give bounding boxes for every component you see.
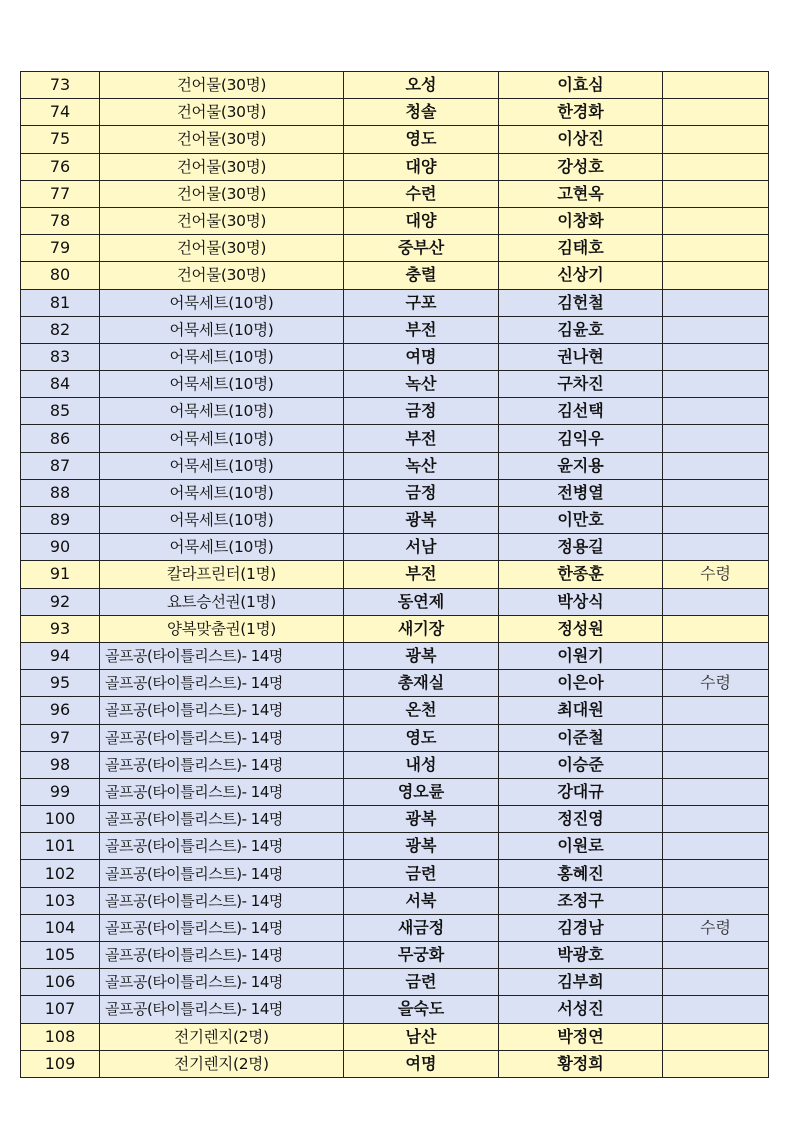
note-cell: [663, 534, 769, 561]
prize-cell: 어묵세트(10명): [100, 343, 344, 370]
prize-cell: 어묵세트(10명): [100, 425, 344, 452]
prize-cell: 어묵세트(10명): [100, 534, 344, 561]
note-cell: [663, 479, 769, 506]
winner-name-cell: 박광호: [499, 942, 663, 969]
prize-cell: 골프공(타이틀리스트)- 14명: [100, 887, 344, 914]
row-number: 108: [21, 1023, 100, 1050]
branch-cell: 서북: [344, 887, 499, 914]
winners-table: [20, 71, 769, 1078]
branch-cell: 을숙도: [344, 996, 499, 1023]
table-row: [21, 670, 769, 697]
prize-cell: 건어물(30명): [100, 153, 344, 180]
branch-cell: 새금정: [344, 914, 499, 941]
prize-cell: 골프공(타이틀리스트)- 14명: [100, 833, 344, 860]
note-cell: [663, 507, 769, 534]
branch-cell: 구포: [344, 289, 499, 316]
row-number: 86: [21, 425, 100, 452]
note-cell: [663, 153, 769, 180]
winner-name-cell: 권나현: [499, 343, 663, 370]
prize-cell: 건어물(30명): [100, 72, 344, 99]
prize-cell: 골프공(타이틀리스트)- 14명: [100, 670, 344, 697]
table-row: [21, 615, 769, 642]
row-number: 100: [21, 806, 100, 833]
row-number: 102: [21, 860, 100, 887]
winner-name-cell: 서성진: [499, 996, 663, 1023]
winner-name-cell: 이승준: [499, 751, 663, 778]
row-number: 88: [21, 479, 100, 506]
row-number: 81: [21, 289, 100, 316]
note-cell: [663, 343, 769, 370]
table-row: [21, 398, 769, 425]
winner-name-cell: 이준철: [499, 724, 663, 751]
note-cell: [663, 615, 769, 642]
row-number: 109: [21, 1050, 100, 1077]
table-row: [21, 452, 769, 479]
branch-cell: 여명: [344, 343, 499, 370]
note-cell: [663, 1050, 769, 1077]
branch-cell: 남산: [344, 1023, 499, 1050]
row-number: 85: [21, 398, 100, 425]
winner-name-cell: 정진영: [499, 806, 663, 833]
winner-name-cell: 조정구: [499, 887, 663, 914]
winner-name-cell: 김부희: [499, 969, 663, 996]
winner-name-cell: 신상기: [499, 262, 663, 289]
row-number: 80: [21, 262, 100, 289]
row-number: 78: [21, 207, 100, 234]
prize-cell: 어묵세트(10명): [100, 507, 344, 534]
note-cell: 수령: [663, 670, 769, 697]
row-number: 93: [21, 615, 100, 642]
table-row: [21, 262, 769, 289]
branch-cell: 오성: [344, 72, 499, 99]
winner-name-cell: 김선택: [499, 398, 663, 425]
winner-name-cell: 이은아: [499, 670, 663, 697]
row-number: 92: [21, 588, 100, 615]
branch-cell: 금련: [344, 969, 499, 996]
row-number: 89: [21, 507, 100, 534]
note-cell: [663, 452, 769, 479]
note-cell: [663, 942, 769, 969]
prize-cell: 건어물(30명): [100, 262, 344, 289]
note-cell: [663, 1023, 769, 1050]
branch-cell: 수련: [344, 180, 499, 207]
note-cell: [663, 642, 769, 669]
table-row: [21, 534, 769, 561]
note-cell: [663, 806, 769, 833]
table-row: [21, 561, 769, 588]
row-number: 98: [21, 751, 100, 778]
note-cell: [663, 425, 769, 452]
branch-cell: 대양: [344, 153, 499, 180]
note-cell: [663, 588, 769, 615]
row-number: 94: [21, 642, 100, 669]
prize-cell: 어묵세트(10명): [100, 289, 344, 316]
row-number: 83: [21, 343, 100, 370]
winner-name-cell: 박상식: [499, 588, 663, 615]
table-row: [21, 479, 769, 506]
note-cell: [663, 996, 769, 1023]
table-row: [21, 833, 769, 860]
table-row: [21, 207, 769, 234]
row-number: 101: [21, 833, 100, 860]
prize-cell: 건어물(30명): [100, 99, 344, 126]
table-row: [21, 99, 769, 126]
prize-cell: 골프공(타이틀리스트)- 14명: [100, 697, 344, 724]
row-number: 106: [21, 969, 100, 996]
table-row: [21, 126, 769, 153]
table-row: [21, 942, 769, 969]
prize-cell: 골프공(타이틀리스트)- 14명: [100, 969, 344, 996]
branch-cell: 영오륜: [344, 778, 499, 805]
prize-cell: 양복맞춤권(1명): [100, 615, 344, 642]
prize-cell: 어묵세트(10명): [100, 316, 344, 343]
row-number: 103: [21, 887, 100, 914]
branch-cell: 영도: [344, 126, 499, 153]
note-cell: [663, 262, 769, 289]
row-number: 79: [21, 235, 100, 262]
table-row: [21, 887, 769, 914]
winner-name-cell: 김경남: [499, 914, 663, 941]
prize-cell: 전기렌지(2명): [100, 1023, 344, 1050]
winner-name-cell: 윤지용: [499, 452, 663, 479]
winner-name-cell: 홍혜진: [499, 860, 663, 887]
winner-name-cell: 이효심: [499, 72, 663, 99]
note-cell: [663, 887, 769, 914]
branch-cell: 중부산: [344, 235, 499, 262]
winner-name-cell: 정용길: [499, 534, 663, 561]
table-row: [21, 588, 769, 615]
branch-cell: 광복: [344, 642, 499, 669]
branch-cell: 금정: [344, 479, 499, 506]
prize-cell: 골프공(타이틀리스트)- 14명: [100, 724, 344, 751]
prize-cell: 어묵세트(10명): [100, 371, 344, 398]
table-row: [21, 1050, 769, 1077]
table-row: [21, 724, 769, 751]
prize-cell: 골프공(타이틀리스트)- 14명: [100, 751, 344, 778]
row-number: 95: [21, 670, 100, 697]
note-cell: [663, 99, 769, 126]
winner-name-cell: 강성호: [499, 153, 663, 180]
branch-cell: 광복: [344, 833, 499, 860]
winner-name-cell: 구차진: [499, 371, 663, 398]
branch-cell: 부전: [344, 316, 499, 343]
note-cell: [663, 371, 769, 398]
branch-cell: 부전: [344, 425, 499, 452]
branch-cell: 청솔: [344, 99, 499, 126]
note-cell: 수령: [663, 561, 769, 588]
winner-name-cell: 정성원: [499, 615, 663, 642]
branch-cell: 내성: [344, 751, 499, 778]
table-row: [21, 860, 769, 887]
table-row: [21, 180, 769, 207]
prize-cell: 전기렌지(2명): [100, 1050, 344, 1077]
branch-cell: 금정: [344, 398, 499, 425]
table-row: [21, 343, 769, 370]
branch-cell: 온천: [344, 697, 499, 724]
note-cell: [663, 207, 769, 234]
note-cell: [663, 833, 769, 860]
note-cell: [663, 72, 769, 99]
prize-cell: 건어물(30명): [100, 235, 344, 262]
branch-cell: 광복: [344, 507, 499, 534]
branch-cell: 광복: [344, 806, 499, 833]
branch-cell: 무궁화: [344, 942, 499, 969]
branch-cell: 대양: [344, 207, 499, 234]
table-row: [21, 316, 769, 343]
winner-name-cell: 고현옥: [499, 180, 663, 207]
prize-cell: 칼라프린터(1명): [100, 561, 344, 588]
prize-cell: 골프공(타이틀리스트)- 14명: [100, 806, 344, 833]
winners-table-body: [21, 72, 769, 1078]
table-row: [21, 806, 769, 833]
winner-name-cell: 이원기: [499, 642, 663, 669]
branch-cell: 여명: [344, 1050, 499, 1077]
prize-cell: 골프공(타이틀리스트)- 14명: [100, 642, 344, 669]
winner-name-cell: 이상진: [499, 126, 663, 153]
winner-name-cell: 황정희: [499, 1050, 663, 1077]
prize-cell: 요트승선권(1명): [100, 588, 344, 615]
table-row: [21, 72, 769, 99]
row-number: 82: [21, 316, 100, 343]
winner-name-cell: 최대원: [499, 697, 663, 724]
table-row: [21, 969, 769, 996]
table-row: [21, 235, 769, 262]
note-cell: [663, 724, 769, 751]
table-row: [21, 914, 769, 941]
note-cell: [663, 180, 769, 207]
note-cell: [663, 697, 769, 724]
row-number: 75: [21, 126, 100, 153]
winner-name-cell: 박정연: [499, 1023, 663, 1050]
prize-cell: 골프공(타이틀리스트)- 14명: [100, 942, 344, 969]
prize-cell: 어묵세트(10명): [100, 479, 344, 506]
winner-name-cell: 강대규: [499, 778, 663, 805]
branch-cell: 새기장: [344, 615, 499, 642]
prize-cell: 어묵세트(10명): [100, 452, 344, 479]
branch-cell: 서남: [344, 534, 499, 561]
branch-cell: 총재실: [344, 670, 499, 697]
winner-name-cell: 이원로: [499, 833, 663, 860]
branch-cell: 녹산: [344, 371, 499, 398]
table-row: [21, 507, 769, 534]
table-row: [21, 425, 769, 452]
table-row: [21, 642, 769, 669]
winner-name-cell: 김익우: [499, 425, 663, 452]
row-number: 96: [21, 697, 100, 724]
note-cell: [663, 289, 769, 316]
winner-name-cell: 전병열: [499, 479, 663, 506]
row-number: 77: [21, 180, 100, 207]
note-cell: [663, 398, 769, 425]
row-number: 99: [21, 778, 100, 805]
prize-cell: 골프공(타이틀리스트)- 14명: [100, 860, 344, 887]
row-number: 74: [21, 99, 100, 126]
table-row: [21, 289, 769, 316]
prize-cell: 어묵세트(10명): [100, 398, 344, 425]
note-cell: [663, 751, 769, 778]
winner-name-cell: 김태호: [499, 235, 663, 262]
winner-name-cell: 이창화: [499, 207, 663, 234]
row-number: 97: [21, 724, 100, 751]
table-row: [21, 751, 769, 778]
table-row: [21, 996, 769, 1023]
winner-name-cell: 한종훈: [499, 561, 663, 588]
table-row: [21, 697, 769, 724]
prize-cell: 건어물(30명): [100, 180, 344, 207]
row-number: 104: [21, 914, 100, 941]
branch-cell: 충렬: [344, 262, 499, 289]
table-row: [21, 153, 769, 180]
row-number: 84: [21, 371, 100, 398]
note-cell: [663, 126, 769, 153]
row-number: 73: [21, 72, 100, 99]
note-cell: 수령: [663, 914, 769, 941]
branch-cell: 부전: [344, 561, 499, 588]
winner-name-cell: 이만호: [499, 507, 663, 534]
branch-cell: 동연제: [344, 588, 499, 615]
note-cell: [663, 316, 769, 343]
branch-cell: 영도: [344, 724, 499, 751]
note-cell: [663, 860, 769, 887]
row-number: 105: [21, 942, 100, 969]
row-number: 87: [21, 452, 100, 479]
prize-cell: 건어물(30명): [100, 207, 344, 234]
branch-cell: 금련: [344, 860, 499, 887]
table-row: [21, 1023, 769, 1050]
row-number: 107: [21, 996, 100, 1023]
prize-cell: 골프공(타이틀리스트)- 14명: [100, 778, 344, 805]
winner-name-cell: 한경화: [499, 99, 663, 126]
table-row: [21, 778, 769, 805]
winner-name-cell: 김윤호: [499, 316, 663, 343]
row-number: 91: [21, 561, 100, 588]
note-cell: [663, 235, 769, 262]
row-number: 90: [21, 534, 100, 561]
row-number: 76: [21, 153, 100, 180]
branch-cell: 녹산: [344, 452, 499, 479]
prize-cell: 건어물(30명): [100, 126, 344, 153]
winner-name-cell: 김헌철: [499, 289, 663, 316]
note-cell: [663, 969, 769, 996]
table-row: [21, 371, 769, 398]
note-cell: [663, 778, 769, 805]
prize-cell: 골프공(타이틀리스트)- 14명: [100, 914, 344, 941]
prize-cell: 골프공(타이틀리스트)- 14명: [100, 996, 344, 1023]
